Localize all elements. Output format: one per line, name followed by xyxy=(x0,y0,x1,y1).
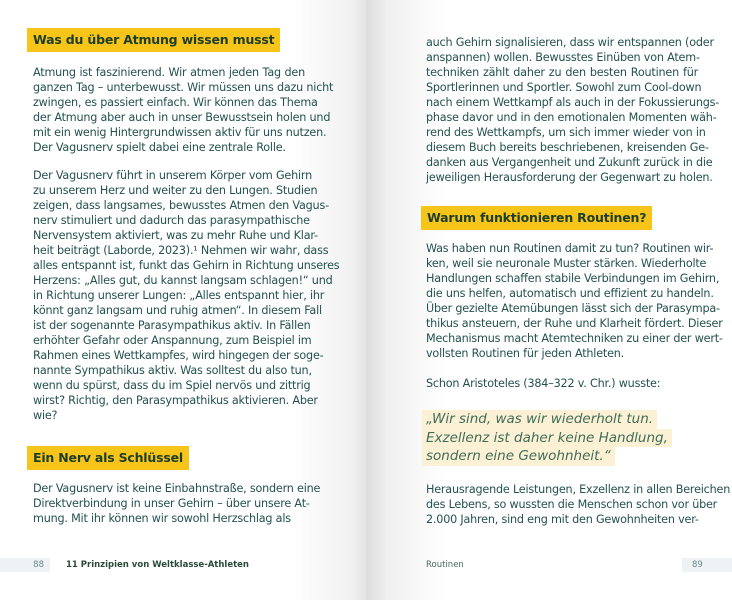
page-number: 89 xyxy=(682,558,732,572)
text-line: 2.000 Jahren, sind eng mit den Gewohnheiten ver- xyxy=(426,513,699,526)
section-heading: Ein Nerv als Schlüssel xyxy=(27,446,189,470)
text-line: Mechanismus macht Atemtechniken zu einer der wert- xyxy=(426,332,723,345)
text-line: Schon Aristoteles (384–322 v. Chr.) wusste: xyxy=(426,377,661,390)
text-line: thikus ansteuern, der Ruhe und Klarheit fördert. Dieser xyxy=(426,317,723,330)
text-line: der Atmung aber auch in unser Bewusstsein holen und xyxy=(33,111,331,124)
text-line: die uns helfen, automatisch und effizient zu handeln. xyxy=(426,287,714,300)
text-line: Herzens: „Alles gut, du kannst langsam schlagen!“ und xyxy=(33,274,333,287)
text-line: Herausragende Leistungen, Exzellenz in allen Bereichen xyxy=(426,483,731,496)
text-line: techniken zählt daher zu den besten Routinen für xyxy=(426,66,698,79)
text-line: alles entspannt ist, funkt das Gehirn in Richtung unseres xyxy=(33,259,340,272)
text-line: Rahmen eines Wettkampfes, wird hingegen der soge- xyxy=(33,349,324,362)
section-heading: Was du über Atmung wissen musst xyxy=(27,28,280,52)
text-line: phase davor und in den emotionalen Momenten wäh- xyxy=(426,111,717,124)
text-line: ist der sogenannte Parasympathikus aktiv. In Fällen xyxy=(33,319,311,332)
text-line: diesem Buch bereits beschriebenen, kreisenden Ge- xyxy=(426,141,709,154)
text-line: Sportlerinnen und Sportler. Sowohl zum Cool-down xyxy=(426,81,702,94)
paragraph xyxy=(426,241,723,361)
text-line: danken aus Vergangenheit und Zukunft zurück in die xyxy=(426,156,713,169)
paragraph xyxy=(426,482,731,527)
text-line: nannte Sympathikus aktiv. Was solltest du also tun, xyxy=(33,364,312,377)
text-line: ken, weil sie neuronale Muster stärken. Wiederholte xyxy=(426,257,707,270)
quote-line: Exzellenz ist daher keine Handlung, xyxy=(422,429,672,448)
text-line: Über gezielte Atemübungen lässt sich der Parasympa- xyxy=(426,302,720,315)
paragraph xyxy=(33,481,321,526)
text-line: in Richtung unserer Lungen: „Alles entspannt hier, ihr xyxy=(33,289,325,302)
quote-line: „Wir sind, was wir wiederholt tun. xyxy=(422,410,657,429)
text-line: jeweiligen Herausforderung der Gegenwart zu holen. xyxy=(426,171,713,184)
text-line: Der Vagusnerv ist keine Einbahnstraße, sondern eine xyxy=(33,482,321,495)
text-line: des Lebens, so wussten die Menschen schon vor über xyxy=(426,498,718,511)
text-line: zu unserem Herz und weiter zu den Lungen. Studien xyxy=(33,184,318,197)
paragraph xyxy=(426,376,698,391)
text-line: könnt ganz langsam und ruhig atmen“. In diesem Fall xyxy=(33,304,322,317)
paragraph xyxy=(33,65,334,155)
right-page xyxy=(366,0,732,600)
text-line: mit ein wenig Hintergrundwissen aktiv für uns nutzen. xyxy=(33,126,327,139)
text-line: rend des Wettkampfs, um sich immer wieder von in xyxy=(426,126,706,139)
text-line: zeigen, dass langsames, bewusstes Atmen den Vagus- xyxy=(33,199,329,212)
text-line: nerv stimuliert und dadurch das parasympathische xyxy=(33,214,310,227)
text-line: auch Gehirn signalisieren, dass wir entspannen (oder xyxy=(426,36,714,49)
text-line: wenn du spürst, dass du im Spiel nervös und zittrig xyxy=(33,379,311,392)
running-title: 11 Prinzipien von Weltklasse-Athleten xyxy=(66,560,249,570)
text-line: ganzen Tag – unterbewusst. Wir müssen uns dazu nicht xyxy=(33,81,334,94)
text-line: Was haben nun Routinen damit zu tun? Routinen wir- xyxy=(426,242,714,255)
paragraph xyxy=(33,168,340,423)
text-line: heit beiträgt (Laborde, 2023).¹ Nehmen wir wahr, dass xyxy=(33,244,329,257)
text-line: wie? xyxy=(33,409,58,422)
text-line: anspannen) wollen. Bewusstes Einüben von Atem- xyxy=(426,51,700,64)
running-title: Routinen xyxy=(426,560,464,570)
section-heading: Warum funktionieren Routinen? xyxy=(421,206,652,230)
quote xyxy=(422,410,672,466)
paragraph xyxy=(426,35,720,185)
text-line: wirst? Richtig, den Parasympathikus aktivieren. Aber xyxy=(33,394,318,407)
text-line: Nervensystem aktiviert, was zu mehr Ruhe und Klar- xyxy=(33,229,318,242)
text-line: vollsten Routinen für jeden Athleten. xyxy=(426,347,624,360)
page-number: 88 xyxy=(0,558,50,572)
text-line: Der Vagusnerv spielt dabei eine zentrale Rolle. xyxy=(33,141,286,154)
text-line: Atmung ist faszinierend. Wir atmen jeden Tag den xyxy=(33,66,305,79)
text-line: Direktverbindung in unser Gehirn – über unsere At- xyxy=(33,497,310,510)
text-line: Handlungen schaffen stabile Verbindungen im Gehirn, xyxy=(426,272,720,285)
quote-line: sondern eine Gewohnheit.“ xyxy=(422,447,615,466)
text-line: erhöhter Gefahr oder Anspannung, zum Beispiel im xyxy=(33,334,312,347)
text-line: Der Vagusnerv führt in unserem Körper vom Gehirn xyxy=(33,169,312,182)
text-line: mung. Mit ihr können wir sowohl Herzschlag als xyxy=(33,512,291,525)
text-line: nach einem Wettkampf als auch in der Fokussierungs- xyxy=(426,96,720,109)
text-line: zwingen, es passiert einfach. Wir können das Thema xyxy=(33,96,318,109)
